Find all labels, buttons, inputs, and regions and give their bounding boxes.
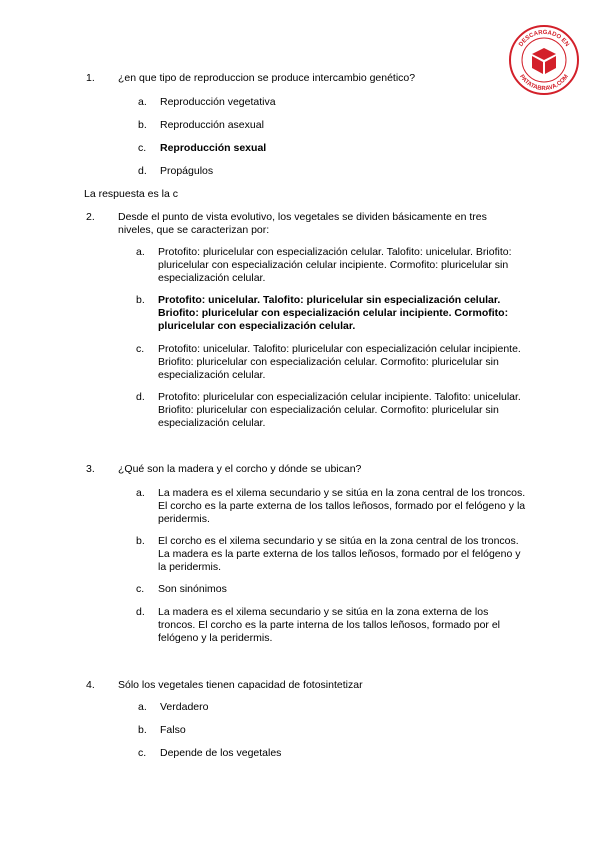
option-3d: d. La madera es el xilema secundario y se sitúa en la zona externa de los troncos. El corcho es la parte interna de los tallos leñosos, formado por el felógeno y la peridermis. [136, 606, 501, 644]
option-1d: d. Propágulos [138, 165, 214, 177]
option-3a: a. La madera es el xilema secundario y se sitúa en la zona central de los troncos. El corcho es la parte externa de los tallos leñosos, formado por el felógeno y la peridermis. [136, 487, 526, 525]
option-4a: a. Verdadero [138, 701, 209, 713]
question-text: Sólo los vegetales tienen capacidad de fotosintetizar [118, 679, 363, 691]
option-2d: d. Protofito: pluricelular con especialización celular incipiente. Talofito: unicelular. Briofito: pluricelular con especialización celular. Cormofito: pluricelular sin especialización celular. [136, 391, 521, 429]
box-icon [532, 48, 556, 74]
question-number: 4. [86, 679, 95, 691]
question-1 [86, 72, 520, 85]
option-4b: b. Falso [138, 724, 186, 736]
stamp-top-text: DESCARGADO EN [518, 29, 570, 48]
download-stamp-logo [508, 24, 580, 96]
question-3 [86, 463, 520, 476]
question-4 [86, 679, 520, 692]
svg-text:DESCARGADO EN [518, 30, 569, 48]
question-number: 1. [86, 72, 95, 84]
question-number: 2. [86, 211, 95, 223]
stamp-bottom-text: PATATABRAVA.COM [518, 73, 570, 93]
option-3c: c. Son sinónimos [136, 583, 227, 595]
option-1c: c. Reproducción sexual [138, 142, 267, 154]
option-1a: a. Reproducción vegetativa [138, 96, 276, 108]
option-4c: c. Depende de los vegetales [138, 747, 282, 759]
option-2a: a. Protofito: pluricelular con especialización celular. Talofito: unicelular. Briofito: pluricelular con especialización celular incipiente. Cormofito: pluricelular sin especialización celular. [136, 246, 512, 284]
question-text: Desde el punto de vista evolutivo, los vegetales se dividen básicamente en tres niveles, que se caracterizan por: [118, 211, 487, 236]
answer-note: La respuesta es la c [84, 188, 178, 200]
option-2b: b. Protofito: unicelular. Talofito: pluricelular sin especialización celular. Briofito: pluricelular con especialización celular incipiente. Cormofito: pluricelular con especialización celular. [136, 294, 509, 332]
question-text: ¿Qué son la madera y el corcho y dónde se ubican? [118, 463, 362, 475]
question-2 [86, 211, 520, 237]
question-number: 3. [86, 463, 95, 475]
option-1b: b. Reproducción asexual [138, 119, 264, 131]
option-2c: c. Protofito: unicelular. Talofito: pluricelular con especialización celular incipiente. Briofito: pluricelular con especialización celular. Cormofito: pluricelular sin especialización celular. [136, 343, 521, 381]
option-3b: b. El corcho es el xilema secundario y se sitúa en la zona central de los troncos. La madera es la parte externa de los tallos leñosos, formado por el felógeno y la peridermis. [136, 535, 521, 573]
question-text: ¿en que tipo de reproduccion se produce intercambio genético? [118, 72, 416, 84]
